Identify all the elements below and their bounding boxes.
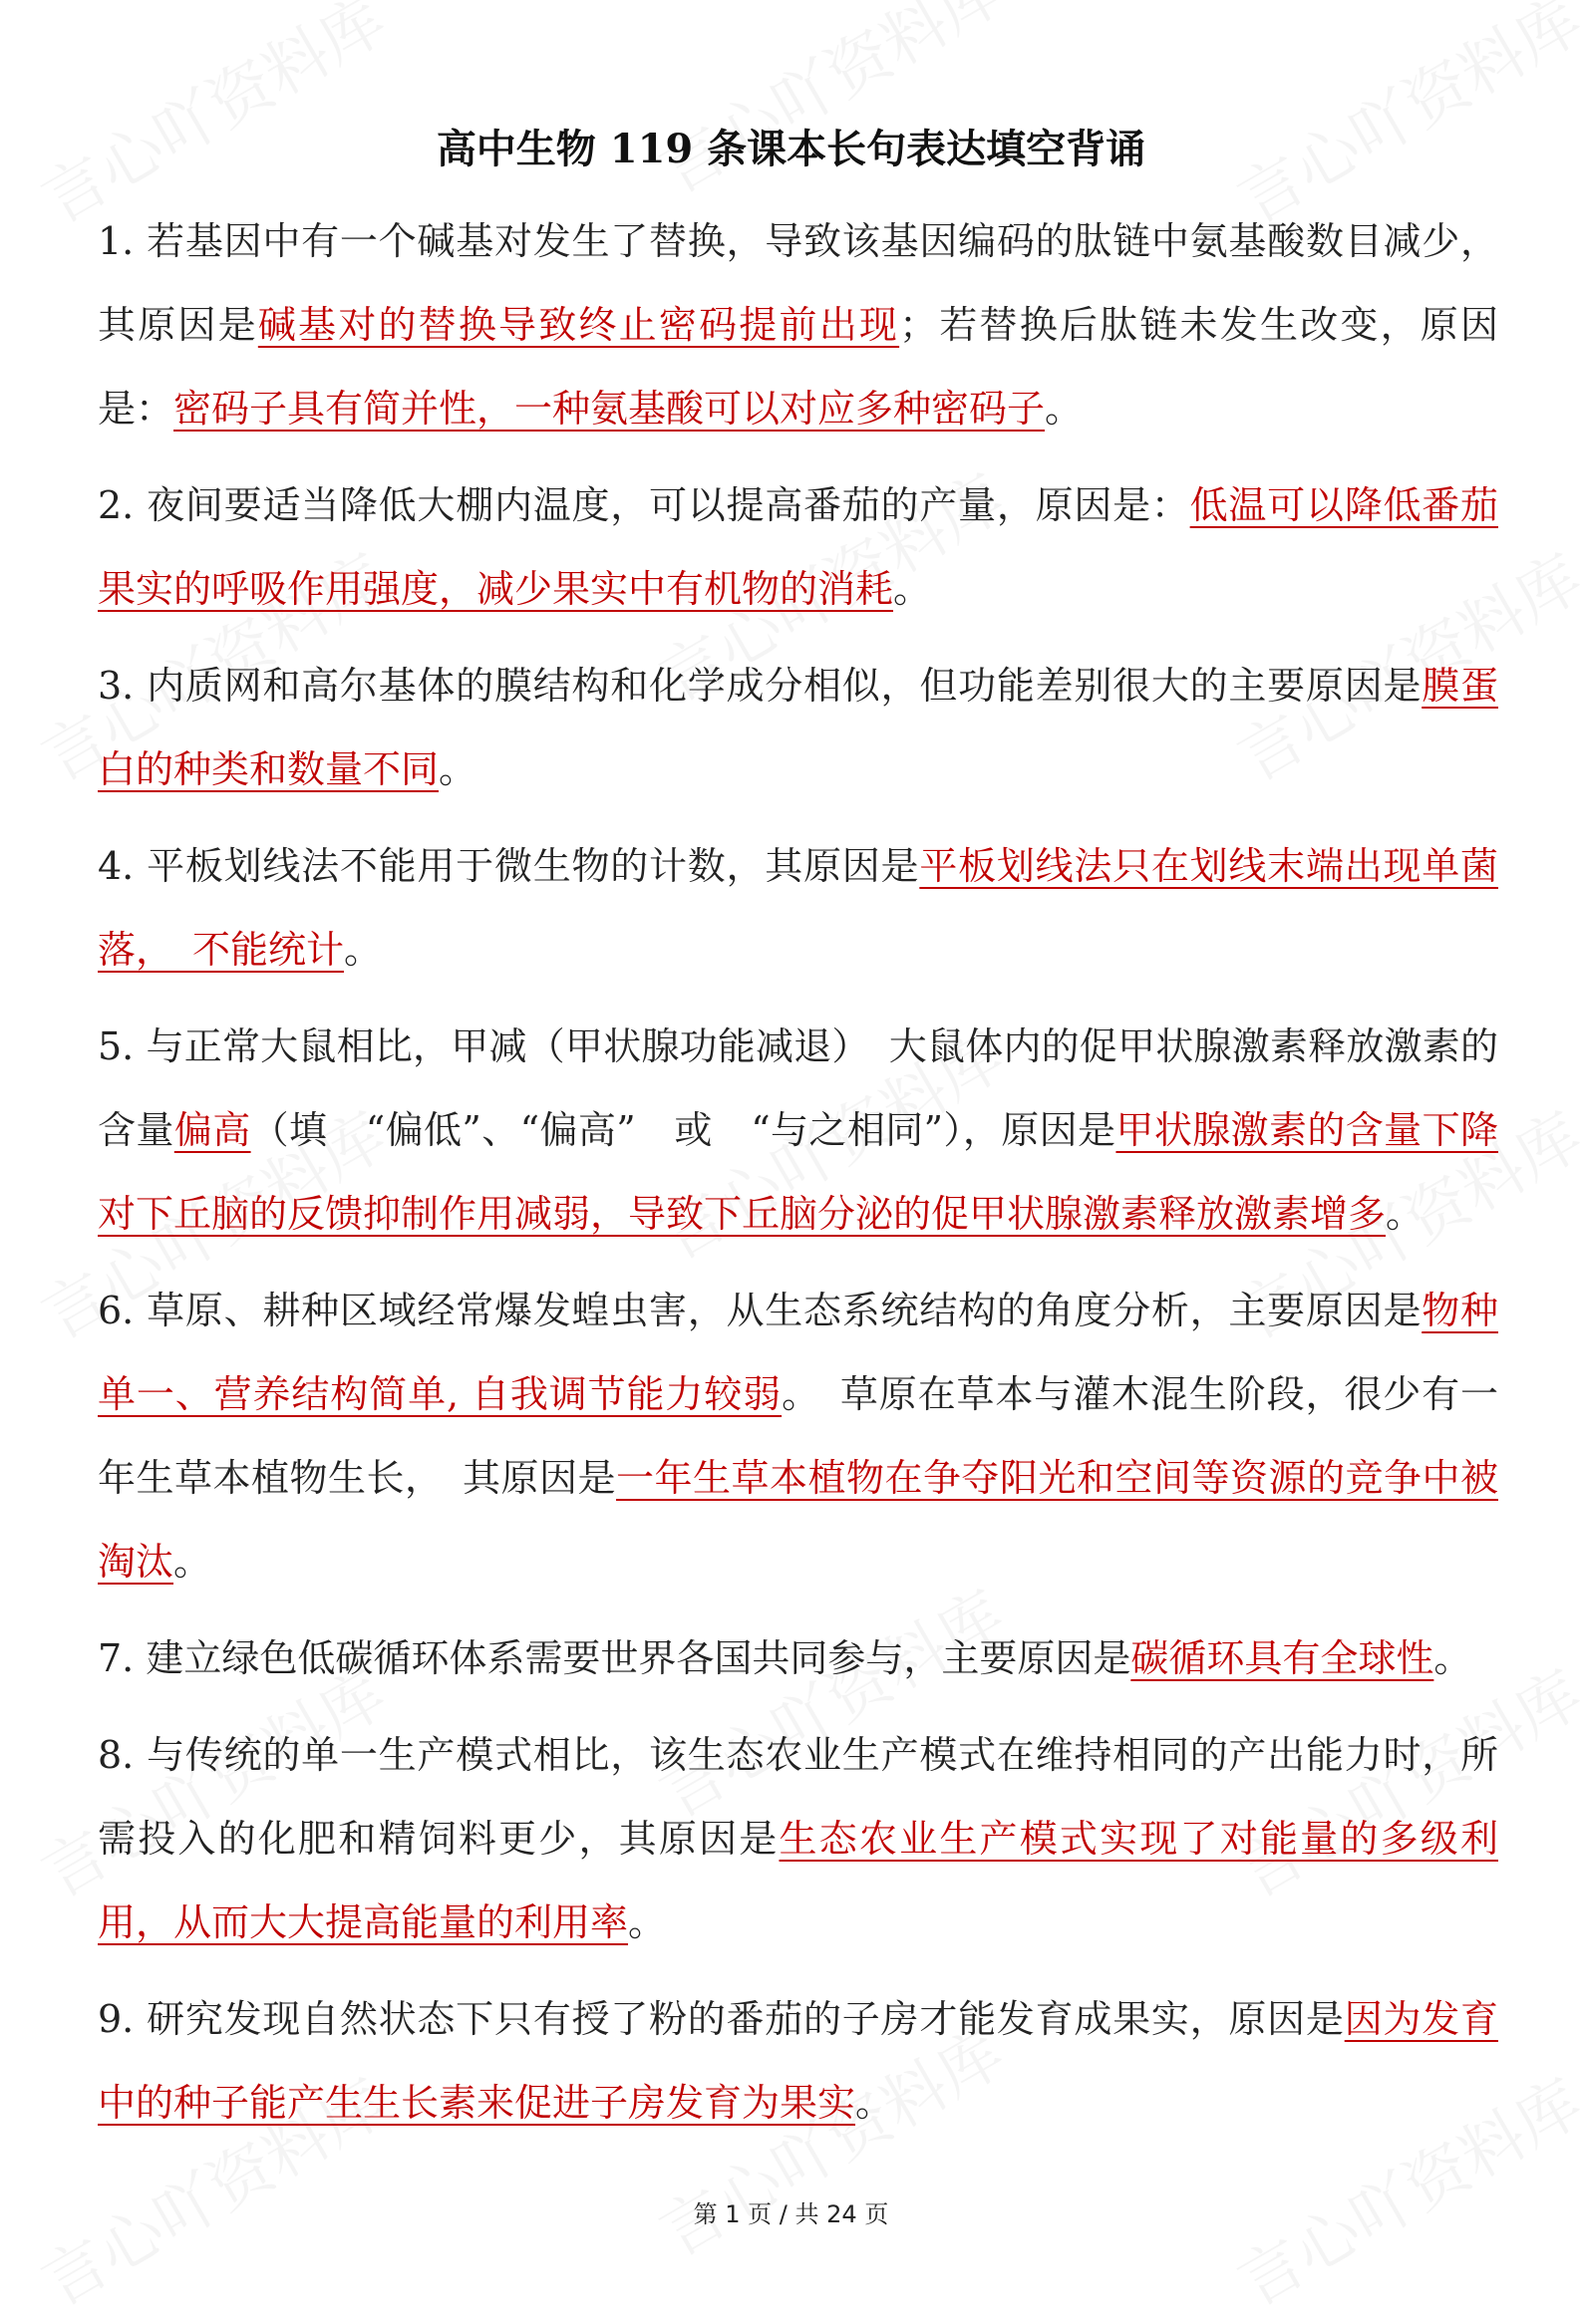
question-item [98, 199, 1498, 450]
answer-text: 密码子具有简并性，一种氨基酸可以对应多种密码子 [173, 387, 1046, 431]
question-text: （填 “偏低”、“偏高” 或 “与之相同”），原因是 [250, 1108, 1116, 1152]
question-text: 1. 若基因中有一个碱基对发生了替换，导致该基因编码的肽链中氨基酸数目减少，其原因是 [98, 219, 1498, 347]
answer-text: 偏高 [173, 1108, 251, 1152]
question-list [98, 199, 1498, 2158]
question-text: 。 [1386, 1192, 1424, 1236]
question-item [98, 463, 1498, 631]
question-text: 6. 草原、耕种区域经常爆发蝗虫害，从生态系统结构的角度分析，主要原因是 [98, 1289, 1423, 1332]
question-item [98, 1713, 1498, 1964]
question-text: 3. 内质网和高尔基体的膜结构和化学成分相似，但功能差别很大的主要原因是 [98, 664, 1423, 708]
question-text: 。 [1433, 1636, 1472, 1680]
page-number: 第 1 页 / 共 24 页 [693, 2200, 889, 2228]
question-text: 。 [1045, 387, 1084, 431]
question-text: 。 [439, 747, 477, 791]
answer-text: 膜蛋白的种类和数量不同 [98, 664, 1498, 791]
question-text: 。 [173, 1540, 212, 1584]
answer-text: 平板划线法只在划线末端出现单菌落， 不能统计 [98, 844, 1498, 972]
question-text: 7. 建立绿色低碳循环体系需要世界各国共同参与，主要原因是 [98, 1636, 1131, 1680]
question-item [98, 1616, 1498, 1700]
answer-text: 生态农业生产模式实现了对能量的多级利用，从而大大提高能量的利用率 [98, 1817, 1498, 1944]
question-item [98, 1269, 1498, 1603]
answer-text: 物种单一、营养结构简单, 自我调节能力较弱 [98, 1289, 1498, 1416]
answer-text: 碱基对的替换导致终止密码提前出现 [257, 303, 900, 347]
question-item [98, 644, 1498, 811]
answer-text: 低温可以降低番茄果实的呼吸作用强度，减少果实中有机物的消耗 [98, 483, 1498, 611]
question-item [98, 1977, 1498, 2145]
answer-text: 因为发育中的种子能产生生长素来促进子房发育为果实 [98, 1997, 1498, 2125]
question-text: 5. 与正常大鼠相比，甲减（甲状腺功能减退） 大鼠体内的促甲状腺激素释放激素的含量 [98, 1024, 1498, 1152]
question-text: 。 [344, 928, 383, 972]
question-text: 9. 研究发现自然状态下只有授了粉的番茄的子房才能发育成果实，原因是 [98, 1997, 1345, 2041]
question-text: 2. 夜间要适当降低大棚内温度，可以提高番茄的产量，原因是： [98, 483, 1190, 527]
question-text: ；若替换后肽链未发生改变，原因是： [98, 303, 1498, 431]
watermark-text [641, 0, 1019, 211]
question-text: 。 [893, 567, 932, 611]
question-text: 8. 与传统的单一生产模式相比，该生态农业生产模式在维持相同的产出能力时，所需投入的化肥和精饲料更少，其原因是 [98, 1733, 1498, 1861]
page-title: 高中生物 119 条课本长句表达填空背诵 [436, 126, 1146, 172]
question-item [98, 1005, 1498, 1256]
answer-text: 一年生草本植物在争夺阳光和空间等资源的竞争中被淘汰 [98, 1456, 1498, 1584]
question-text: 。 草原在草本与灌木混生阶段，很少有一年生草本植物生长， 其原因是 [98, 1372, 1498, 1500]
question-item [98, 824, 1498, 992]
question-text: 。 [628, 1900, 667, 1944]
answer-text: 碳循环具有全球性 [1130, 1636, 1434, 1680]
question-text: 。 [855, 2081, 894, 2125]
question-text: 4. 平板划线法不能用于微生物的计数，其原因是 [98, 844, 920, 888]
answer-text: 甲状腺激素的含量下降对下丘脑的反馈抑制作用减弱，导致下丘脑分泌的促甲状腺激素释放激素增多 [98, 1108, 1498, 1236]
